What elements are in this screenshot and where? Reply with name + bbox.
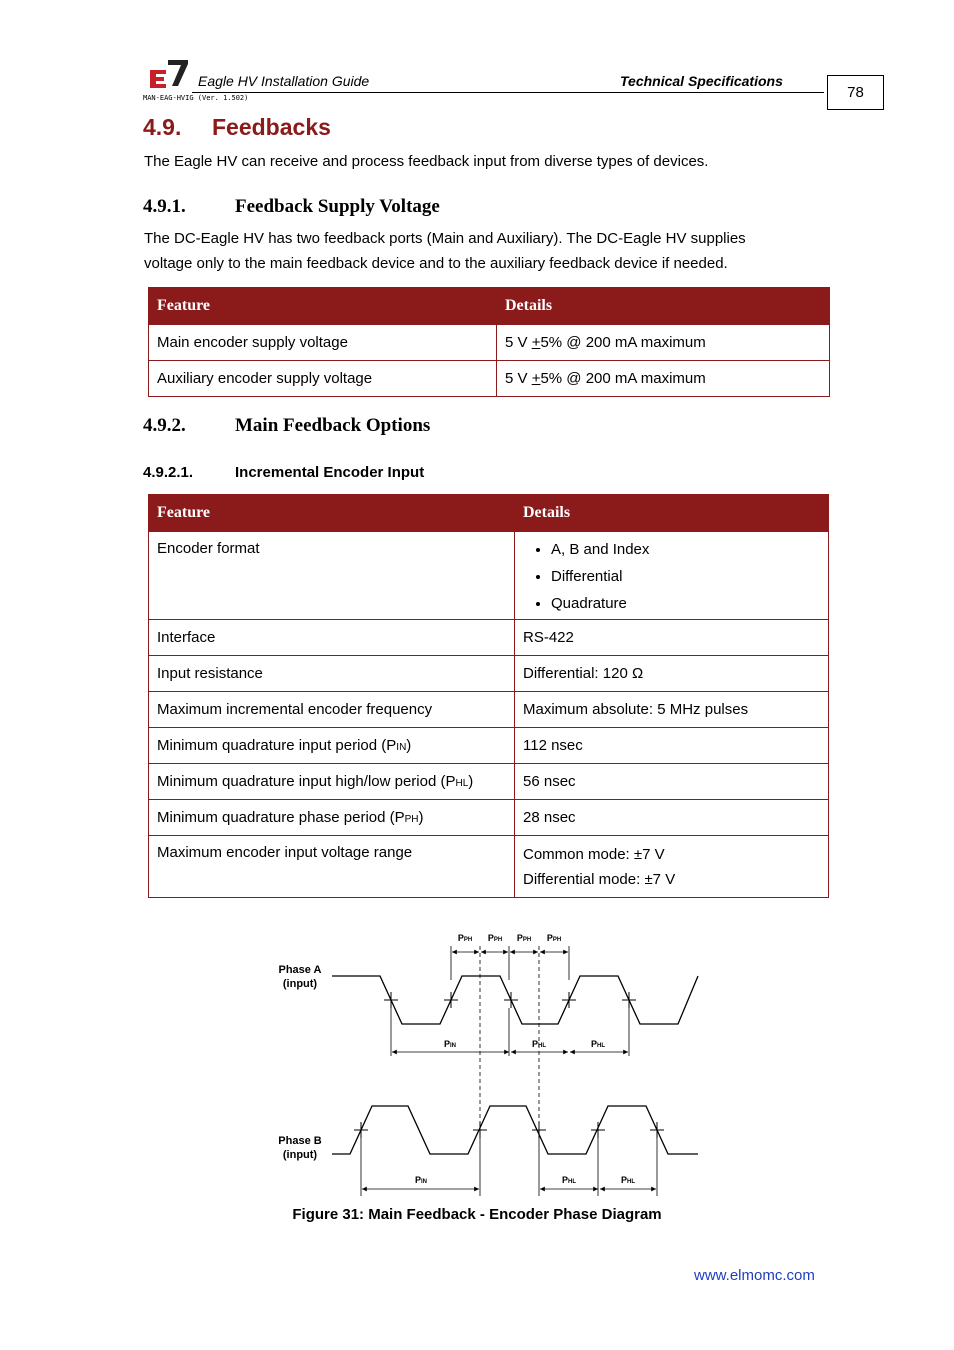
table-cell-details [497,325,830,361]
subsection-heading-main-feedback [143,415,430,437]
subsection-number: 4.9.1. [143,196,186,217]
table-cell-feature: Input resistance [149,656,515,692]
feature-text: Minimum quadrature phase period (P [157,809,405,826]
table-cell-details [515,836,829,898]
p-hl-label: PHL [590,1039,606,1049]
table-header-feature: Feature [149,288,497,325]
incremental-encoder-table [148,494,829,898]
table-header-details: Details [515,495,829,532]
subscript: IN [396,742,407,753]
p-ph-label: PPH [516,933,532,943]
table-cell-feature: Maximum incremental encoder frequency [149,692,515,728]
subsection-title: Feedback Supply Voltage [235,196,440,217]
feature-text: ) [418,809,424,826]
footer-link[interactable]: www.elmomc.com [694,1267,815,1284]
phase-b-sublabel: (input) [282,1149,318,1161]
table-cell-details: RS-422 [515,620,829,656]
p-in-label: PIN [414,1175,428,1185]
table-cell-feature: Interface [149,620,515,656]
table-header-details: Details [497,288,830,325]
table-cell-feature [149,728,515,764]
section-number: 4.9. [143,114,182,140]
table-cell-feature [149,764,515,800]
table-cell-details: 28 nsec [515,800,829,836]
phase-a-sublabel: (input) [282,978,318,990]
supply-voltage-table [148,287,830,397]
phase-b-label: Phase B [278,1135,322,1147]
doc-title: Eagle HV Installation Guide [198,73,370,89]
dashed-lines [480,946,539,1130]
table-row [149,764,829,800]
supply-paragraph [144,226,746,276]
feature-text: Minimum quadrature input period (P [157,737,397,754]
table-row [149,656,829,692]
reference-lines [361,946,657,1196]
table-cell-details: 56 nsec [515,764,829,800]
table-row [149,728,829,764]
feature-text: ) [406,737,412,754]
page-number: 78 [827,75,884,110]
table-cell-feature: Main encoder supply voltage [149,325,497,361]
p-ph-label: PPH [457,933,473,943]
p-hl-label: PHL [620,1175,636,1185]
details-text: 5 V [505,370,532,387]
p-ph-label: PPH [546,933,562,943]
phase-a-label: Phase A [278,964,322,976]
table-header-row [149,495,829,532]
encoder-format-list [523,536,820,617]
subsubsection-title: Incremental Encoder Input [235,464,425,481]
doc-version: MAN-EAG-HVIG (Ver. 1.502) [143,94,249,102]
table-row [149,692,829,728]
feature-text: ) [468,773,474,790]
details-text: 5 V [505,334,532,351]
table-cell-feature: Maximum encoder input voltage range [149,836,515,898]
subsection-title: Main Feedback Options [235,415,431,436]
phase-b-waveform [332,1106,698,1154]
plus-minus-sign: + [531,370,541,387]
section-heading-title: Feedbacks [212,114,331,140]
table-row [149,325,830,361]
feature-text: Minimum quadrature input high/low period (P [157,773,456,790]
details-text: 5% @ 200 mA maximum [540,370,706,387]
table-row [149,620,829,656]
supply-paragraph-line: The DC-Eagle HV has two feedback ports (Main and Auxiliary). The DC-Eagle HV supplies [144,230,746,247]
table-cell-details: 112 nsec [515,728,829,764]
elmo-logo [148,58,190,88]
header-rule [192,92,824,93]
subsection-number: 4.9.2. [143,415,186,436]
details-text: 5% @ 200 mA maximum [540,334,706,351]
list-item: • Differential [551,563,820,590]
section-heading [143,114,331,141]
p-hl-label: PHL [561,1175,577,1185]
subsubsection-number: 4.9.2.1. [143,464,194,481]
table-row [149,800,829,836]
table-row [149,361,830,397]
subsection-heading-supply [143,196,440,218]
table-header-feature: Feature [149,495,515,532]
list-item: • Quadrature [551,590,820,617]
details-line: Differential mode: ±7 V [523,870,676,888]
table-cell-feature [149,800,515,836]
dimension-arrows [362,952,656,1189]
supply-paragraph-line: voltage only to the main feedback device and to the auxiliary feedback device if needed. [144,255,728,272]
list-item: • A, B and Index [551,536,820,563]
table-cell-details [497,361,830,397]
subscript: PH [404,814,419,825]
p-in-label: PIN [443,1039,457,1049]
details-line: Common mode: ±7 V [523,845,665,863]
subsubsection-heading [143,464,424,481]
section-intro: The Eagle HV can receive and process feedback input from diverse types of devices. [144,153,709,170]
table-cell-feature: Auxiliary encoder supply voltage [149,361,497,397]
p-ph-label: PPH [487,933,503,943]
plus-minus-sign: + [531,334,541,351]
section-title: Technical Specifications [620,73,783,89]
subscript: HL [455,778,469,789]
table-row [149,836,829,898]
table-header-row [149,288,830,325]
table-cell-feature: Encoder format [149,532,515,620]
encoder-phase-diagram [260,920,710,1205]
table-cell-details [515,532,829,620]
p-hl-label: PHL [531,1039,547,1049]
table-cell-details: Maximum absolute: 5 MHz pulses [515,692,829,728]
table-cell-details: Differential: 120 Ω [515,656,829,692]
table-row [149,532,829,620]
figure-caption: Figure 31: Main Feedback - Encoder Phase Diagram [292,1206,662,1223]
